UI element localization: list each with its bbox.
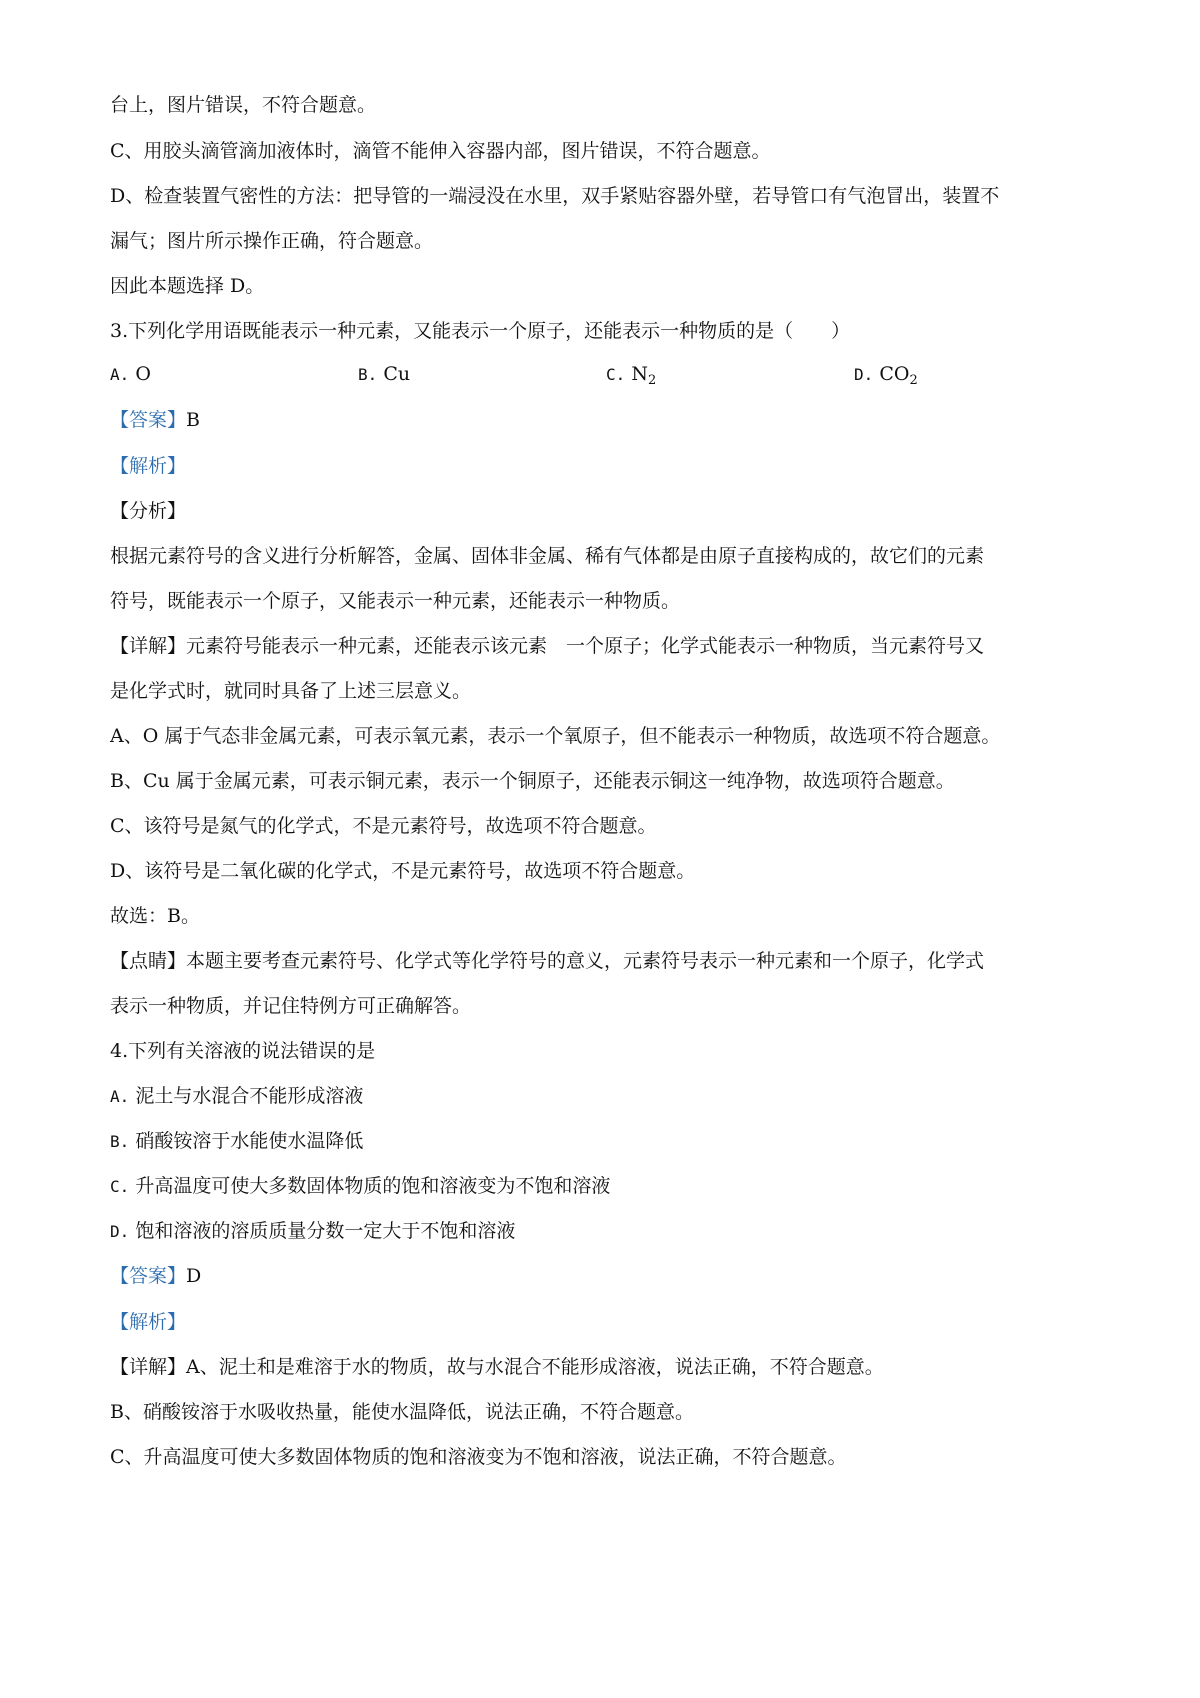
- text-line: 符号，既能表示一个原子，又能表示一种元素，还能表示一种物质。: [110, 590, 681, 612]
- text-line: 台上，图片错误，不符合题意。: [110, 94, 377, 116]
- q3-option-c: C. $N_2$: [606, 363, 657, 388]
- text-line: 【分析】: [110, 500, 187, 522]
- question-4-stem: 4.下列有关溶液的说法错误的是: [110, 1040, 376, 1062]
- text-line: B、硝酸铵溶于水吸收热量，能使水温降低，说法正确，不符合题意。: [110, 1401, 694, 1423]
- q3-answer: 【答案】B: [110, 409, 200, 431]
- text-line: 是化学式时，就同时具备了上述三层意义。: [110, 680, 472, 702]
- text-line: A、O 属于气态非金属元素，可表示氧元素，表示一个氧原子，但不能表示一种物质，故选项不符合题意。: [110, 725, 1001, 747]
- text-line: 漏气；图片所示操作正确，符合题意。: [110, 230, 434, 252]
- text-line: 根据元素符号的含义进行分析解答，金属、固体非金属、稀有气体都是由原子直接构成的，故它们的元素: [110, 545, 985, 567]
- q4-option-a: A. 泥土与水混合不能形成溶液: [110, 1085, 364, 1107]
- q4-option-b: B. 硝酸铵溶于水能使水温降低: [110, 1130, 364, 1152]
- answer-tag: 【答案】: [110, 1265, 187, 1287]
- text-line: 表示一种物质，并记住特例方可正确解答。: [110, 995, 472, 1017]
- text-line: 故选：B。: [110, 905, 200, 927]
- q4-option-d: D. 饱和溶液的溶质质量分数一定大于不饱和溶液: [110, 1220, 516, 1242]
- text-line: C、升高温度可使大多数固体物质的饱和溶液变为不饱和溶液，说法正确，不符合题意。: [110, 1446, 847, 1468]
- q3-option-b: B. Cu: [358, 363, 411, 385]
- text-line: B、Cu 属于金属元素，可表示铜元素，表示一个铜原子，还能表示铜这一纯净物，故选项符合题意。: [110, 770, 955, 792]
- text-line: D、检查装置气密性的方法：把导管的一端浸没在水里，双手紧贴容器外壁，若导管口有气泡冒出，装置不: [110, 185, 1000, 207]
- text-line: 【详解】元素符号能表示一种元素，还能表示该元素 一个原子；化学式能表示一种物质，当元素符号又: [110, 635, 985, 657]
- q3-jiexi-tag: 【解析】: [110, 455, 187, 477]
- q3-option-d: D. $CO_2$: [854, 363, 918, 388]
- q4-option-c: C. 升高温度可使大多数固体物质的饱和溶液变为不饱和溶液: [110, 1175, 611, 1197]
- answer-tag: 【答案】: [110, 409, 187, 431]
- text-line: 【详解】A、泥土和是难溶于水的物质，故与水混合不能形成溶液，说法正确，不符合题意。: [110, 1356, 884, 1378]
- text-line: D、该符号是二氧化碳的化学式，不是元素符号，故选项不符合题意。: [110, 860, 696, 882]
- q3-option-a: A. O: [110, 363, 151, 385]
- text-line: 【点睛】本题主要考查元素符号、化学式等化学符号的意义，元素符号表示一种元素和一个原子，化学式: [110, 950, 985, 972]
- text-line: 因此本题选择 D。: [110, 275, 265, 297]
- q4-jiexi-tag: 【解析】: [110, 1311, 187, 1333]
- text-line: C、该符号是氮气的化学式，不是元素符号，故选项不符合题意。: [110, 815, 657, 837]
- q4-answer: 【答案】D: [110, 1265, 202, 1287]
- text-line: C、用胶头滴管滴加液体时，滴管不能伸入容器内部，图片错误，不符合题意。: [110, 140, 771, 162]
- question-3-stem: 3.下列化学用语既能表示一种元素，又能表示一个原子，还能表示一种物质的是（ ）: [110, 320, 851, 342]
